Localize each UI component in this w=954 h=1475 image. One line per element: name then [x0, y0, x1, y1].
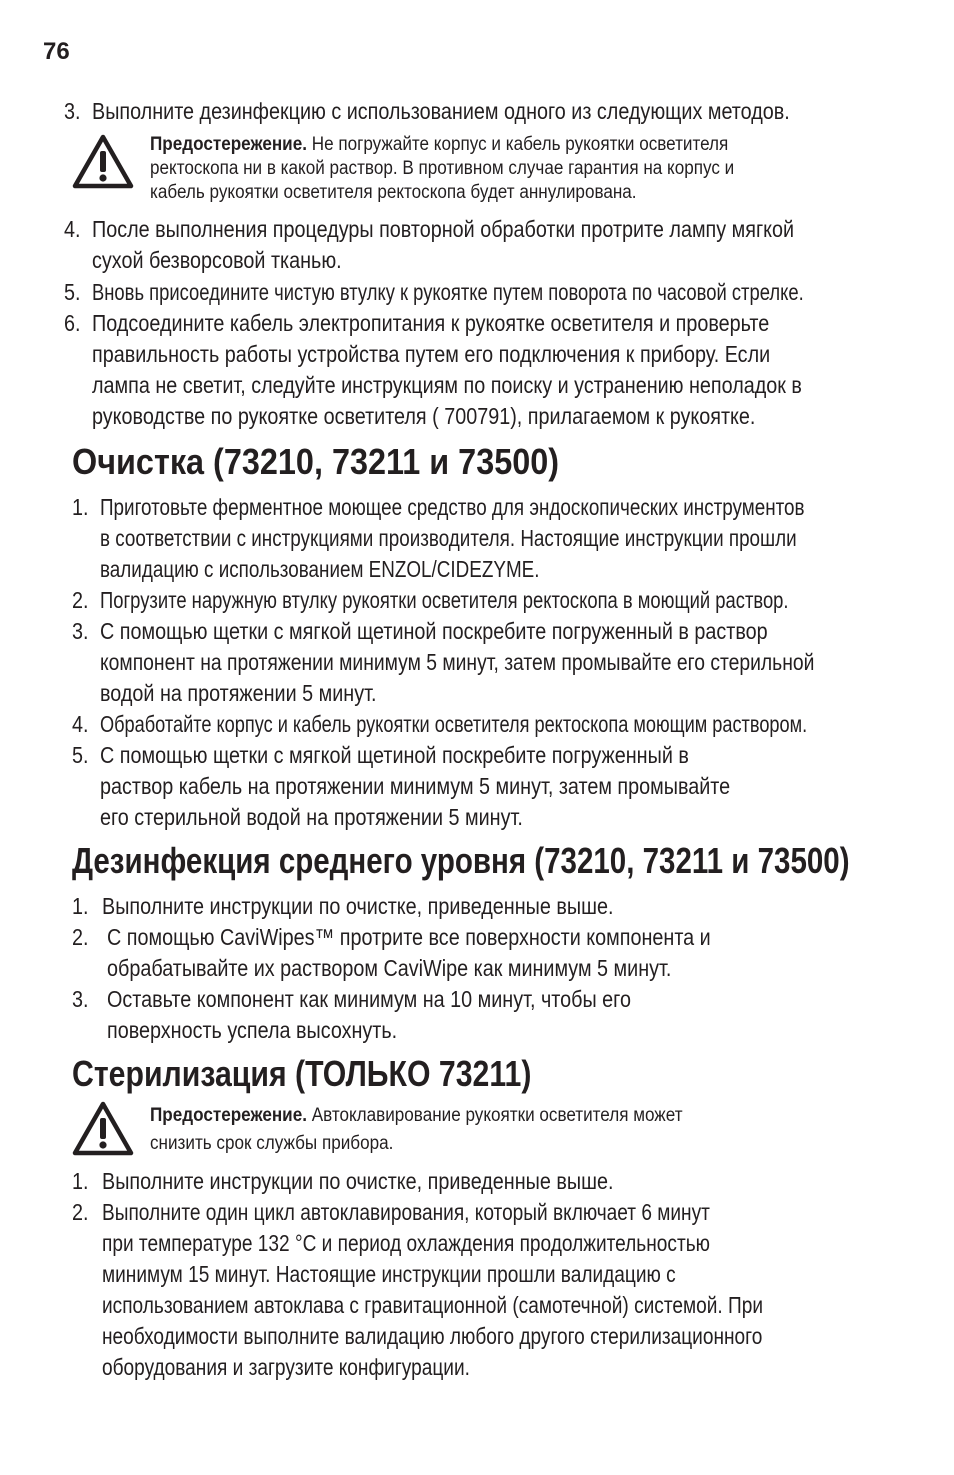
item-line: Оставьте компонент как минимум на 10 минут, чтобы его	[107, 986, 631, 1012]
item-number: 2.	[72, 924, 89, 950]
item-line: обрабатывайте их раствором CaviWipe как минимум 5 минут.	[107, 955, 672, 981]
item-line: водой на протяжении 5 минут.	[100, 680, 377, 706]
item-line: поверхность успела высохнуть.	[107, 1017, 398, 1043]
warning-title: Предостережение.	[150, 134, 307, 155]
item-line: при температуре 132 °C и период охлаждения продолжительностью	[102, 1230, 710, 1256]
item-line: Выполните инструкции по очистке, приведенные выше.	[102, 1168, 614, 1194]
item-number: 1.	[72, 893, 89, 919]
item-line: лампа не светит, следуйте инструкциям по поиску и устранению неполадок в	[92, 372, 802, 398]
item-line: С помощью щетки с мягкой щетиной поскребите погруженный в раствор	[100, 618, 768, 644]
item-number: 5.	[64, 279, 81, 305]
item-line: Погрузите наружную втулку рукоятки осветителя ректоскопа в моющий раствор.	[100, 587, 789, 613]
item-number: 3.	[72, 986, 89, 1012]
item-line: необходимости выполните валидацию любого другого стерилизационного	[102, 1323, 763, 1349]
item-number: 4.	[72, 711, 89, 737]
item-line: оборудования и загрузите конфигурации.	[102, 1354, 470, 1380]
item-line: Выполните дезинфекцию с использованием одного из следующих методов.	[92, 98, 790, 124]
item-number: 1.	[72, 1168, 89, 1194]
warning-line: снизить срок службы прибора.	[150, 1133, 394, 1154]
warning-line: Автоклавирование рукоятки осветителя может	[311, 1105, 683, 1126]
warning-triangle-icon	[71, 1100, 135, 1158]
page-number: 76	[43, 38, 70, 65]
item-line: сухой безворсовой тканью.	[92, 247, 342, 273]
item-line: С помощью CaviWipes™ протрите все поверхности компонента и	[107, 924, 711, 950]
item-line: Обработайте корпус и кабель рукоятки осветителя ректоскопа моющим раствором.	[100, 711, 808, 737]
item-number: 5.	[72, 742, 89, 768]
item-number: 3.	[64, 98, 81, 124]
warning-line: кабель рукоятки осветителя ректоскопа будет аннулирована.	[150, 182, 637, 203]
section-heading-sterilization: Стерилизация (ТОЛЬКО 73211)	[72, 1053, 532, 1094]
item-line: руководстве по рукоятке осветителя ( 700791), прилагаемом к рукоятке.	[92, 403, 756, 429]
item-line: использованием автоклава с гравитационной (самотечной) системой. При	[102, 1292, 764, 1318]
item-number: 2.	[72, 1199, 89, 1225]
item-line: Выполните инструкции по очистке, приведенные выше.	[102, 893, 614, 919]
item-line: в соответствии с инструкциями производителя. Настоящие инструкции прошли	[100, 525, 797, 551]
item-line: Вновь присоедините чистую втулку к рукоятке путем поворота по часовой стрелке.	[92, 279, 804, 305]
item-line: компонент на протяжении минимум 5 минут, затем промывайте его стерильной	[100, 649, 815, 675]
item-line: правильность работы устройства путем его подключения к прибору. Если	[92, 341, 771, 367]
item-number: 1.	[72, 494, 89, 520]
item-line: После выполнения процедуры повторной обработки протрите лампу мягкой	[92, 216, 795, 242]
item-line: Приготовьте ферментное моющее средство для эндоскопических инструментов	[100, 494, 805, 520]
warning-line: Не погружайте корпус и кабель рукоятки осветителя	[311, 134, 729, 155]
item-line: его стерильной водой на протяжении 5 минут.	[100, 804, 523, 830]
item-line: минимум 15 минут. Настоящие инструкции прошли валидацию с	[102, 1261, 676, 1287]
item-number: 4.	[64, 216, 81, 242]
warning-title: Предостережение.	[150, 1105, 307, 1126]
item-line: Подсоедините кабель электропитания к рукоятке осветителя и проверьте	[92, 310, 770, 336]
item-line: Выполните один цикл автоклавирования, который включает 6 минут	[102, 1199, 710, 1225]
warning-triangle-icon	[71, 133, 135, 191]
item-number: 3.	[72, 618, 89, 644]
section-heading-cleaning: Очистка (73210, 73211 и 73500)	[72, 441, 560, 482]
warning-line: ректоскопа ни в какой раствор. В противном случае гарантия на корпус и	[150, 158, 735, 179]
item-line: С помощью щетки с мягкой щетиной поскребите погруженный в	[100, 742, 689, 768]
section-heading-disinfection: Дезинфекция среднего уровня (73210, 73211 и 73500)	[72, 840, 850, 881]
item-line: раствор кабель на протяжении минимум 5 минут, затем промывайте	[100, 773, 731, 799]
item-number: 6.	[64, 310, 81, 336]
item-number: 2.	[72, 587, 89, 613]
item-line: валидацию с использованием ENZOL/CIDEZYME.	[100, 556, 540, 582]
